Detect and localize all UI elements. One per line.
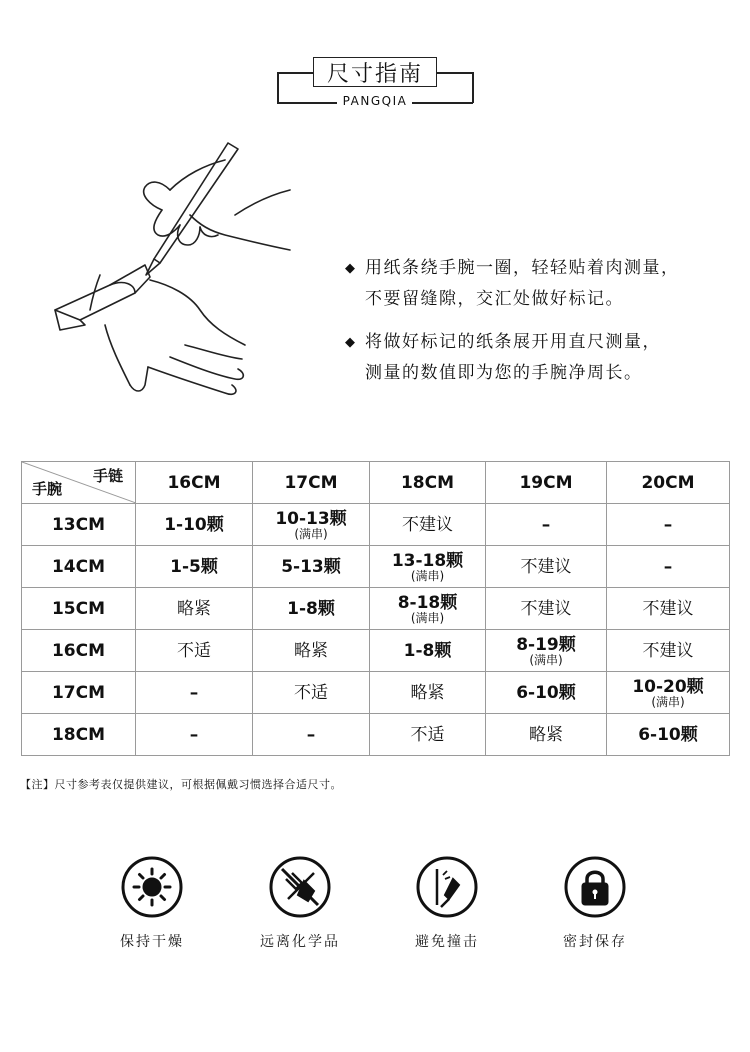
cell-value: 不建议	[402, 514, 453, 535]
table-corner-cell	[22, 462, 136, 504]
instruction-item	[345, 327, 735, 389]
cell-note: (满串)	[529, 652, 563, 667]
cell-value: 6-10颗	[516, 682, 576, 703]
table-cell	[370, 714, 486, 756]
no-impact-icon	[415, 855, 479, 919]
cell-value: 不建议	[642, 640, 694, 661]
table-cell	[136, 588, 253, 630]
table-cell	[607, 546, 730, 588]
column-header: 16CM	[136, 462, 253, 504]
care-item-sealed	[535, 855, 655, 951]
table-cell	[253, 714, 370, 756]
lock-icon	[563, 855, 627, 919]
title-right-line	[437, 72, 473, 74]
column-header: 18CM	[370, 462, 486, 504]
cell-value: 13-18颗	[391, 550, 464, 571]
cell-value: 1-8颗	[287, 598, 335, 619]
row-header: 14CM	[22, 546, 136, 588]
table-cell	[607, 630, 730, 672]
brand-subtitle: PANGQIA	[342, 94, 408, 108]
cell-value: –	[189, 724, 199, 745]
diamond-bullet-icon: ◆	[345, 335, 357, 350]
cell-value: 不适	[410, 724, 445, 745]
cell-note: (满串)	[410, 568, 445, 583]
care-label: 密封保存	[563, 934, 627, 950]
table-cell	[253, 672, 370, 714]
table-cell	[370, 630, 486, 672]
table-cell	[136, 546, 253, 588]
instructions	[345, 253, 735, 401]
table-cell	[370, 588, 486, 630]
cell-value: 略紧	[410, 682, 445, 703]
page-title: 尺寸指南	[313, 57, 437, 87]
size-note: 【注】尺寸参考表仅提供建议，可根据佩戴习惯选择合适尺寸。	[20, 778, 342, 791]
table-cell	[136, 504, 253, 546]
table-cell	[253, 630, 370, 672]
row-header: 13CM	[22, 504, 136, 546]
table-cell	[253, 504, 370, 546]
table-row	[22, 714, 730, 756]
cell-value: 略紧	[294, 640, 328, 661]
cell-value: 不建议	[642, 598, 694, 619]
column-header: 17CM	[253, 462, 370, 504]
cell-value: –	[306, 724, 316, 745]
column-header: 20CM	[607, 462, 730, 504]
table-cell	[136, 714, 253, 756]
table-cell	[486, 672, 607, 714]
title-left-line	[277, 72, 313, 74]
care-item-chemicals	[240, 855, 360, 951]
no-chemicals-icon	[268, 855, 332, 919]
table-cell	[370, 546, 486, 588]
cell-value: 10-13颗	[275, 508, 347, 529]
instruction-line: 将做好标记的纸条展开用直尺测量，	[365, 332, 661, 352]
table-row	[22, 672, 730, 714]
instruction-line: 不要留缝隙，交汇处做好标记。	[365, 289, 624, 309]
care-item-impact	[387, 855, 507, 951]
table-cell	[486, 630, 607, 672]
cell-value: –	[663, 556, 673, 577]
cell-value: 8-18颗	[397, 592, 458, 613]
table-cell	[136, 630, 253, 672]
table-cell	[607, 714, 730, 756]
wrist-measure-illustration	[50, 135, 295, 410]
instruction-line: 测量的数值即为您的手腕净周长。	[365, 363, 643, 383]
cell-value: –	[189, 682, 199, 703]
cell-value: 8-19颗	[516, 634, 576, 655]
care-item-dry	[92, 855, 212, 951]
row-header: 17CM	[22, 672, 136, 714]
table-cell	[607, 504, 730, 546]
table-cell	[253, 546, 370, 588]
cell-value: 略紧	[529, 724, 563, 745]
cell-value: –	[663, 514, 673, 535]
cell-note: (满串)	[410, 610, 445, 625]
table-cell	[136, 672, 253, 714]
header	[0, 52, 750, 112]
instruction-line: 用纸条绕手腕一圈，轻轻贴着肉测量，	[365, 258, 680, 278]
table-cell	[607, 588, 730, 630]
cell-value: 6-10颗	[638, 724, 698, 745]
table-row	[22, 546, 730, 588]
cell-value: 1-8颗	[403, 640, 452, 661]
care-label: 避免撞击	[415, 934, 479, 950]
table-cell	[486, 546, 607, 588]
row-header: 16CM	[22, 630, 136, 672]
diamond-bullet-icon: ◆	[345, 261, 357, 276]
table-cell	[253, 588, 370, 630]
corner-bracelet-label: 手链	[92, 467, 123, 485]
row-header: 18CM	[22, 714, 136, 756]
care-icons	[0, 855, 750, 975]
column-header: 19CM	[486, 462, 607, 504]
table-cell	[607, 672, 730, 714]
cell-note: (满串)	[651, 694, 685, 709]
care-label: 远离化学品	[260, 934, 340, 950]
table-cell	[370, 672, 486, 714]
cell-value: 不适	[294, 682, 328, 703]
sun-icon	[120, 855, 184, 919]
table-row	[22, 504, 730, 546]
table-cell	[486, 588, 607, 630]
table-cell	[486, 714, 607, 756]
corner-wrist-label: 手腕	[32, 480, 63, 498]
table-cell	[486, 504, 607, 546]
cell-value: 略紧	[177, 598, 211, 619]
cell-value: 1-5颗	[170, 556, 218, 577]
cell-value: 5-13颗	[281, 556, 341, 577]
cell-value: 10-20颗	[632, 676, 704, 697]
care-label: 保持干燥	[120, 934, 184, 950]
cell-value: 不建议	[520, 598, 572, 619]
cell-value: 不建议	[520, 556, 572, 577]
cell-value: 1-10颗	[164, 514, 224, 535]
cell-value: 不适	[177, 640, 211, 661]
row-header: 15CM	[22, 588, 136, 630]
table-cell	[370, 504, 486, 546]
size-table	[21, 461, 730, 756]
table-header-row	[22, 462, 730, 504]
table-row	[22, 588, 730, 630]
cell-value: –	[541, 514, 551, 535]
instruction-item	[345, 253, 735, 315]
cell-note: (满串)	[294, 526, 328, 541]
table-row	[22, 630, 730, 672]
